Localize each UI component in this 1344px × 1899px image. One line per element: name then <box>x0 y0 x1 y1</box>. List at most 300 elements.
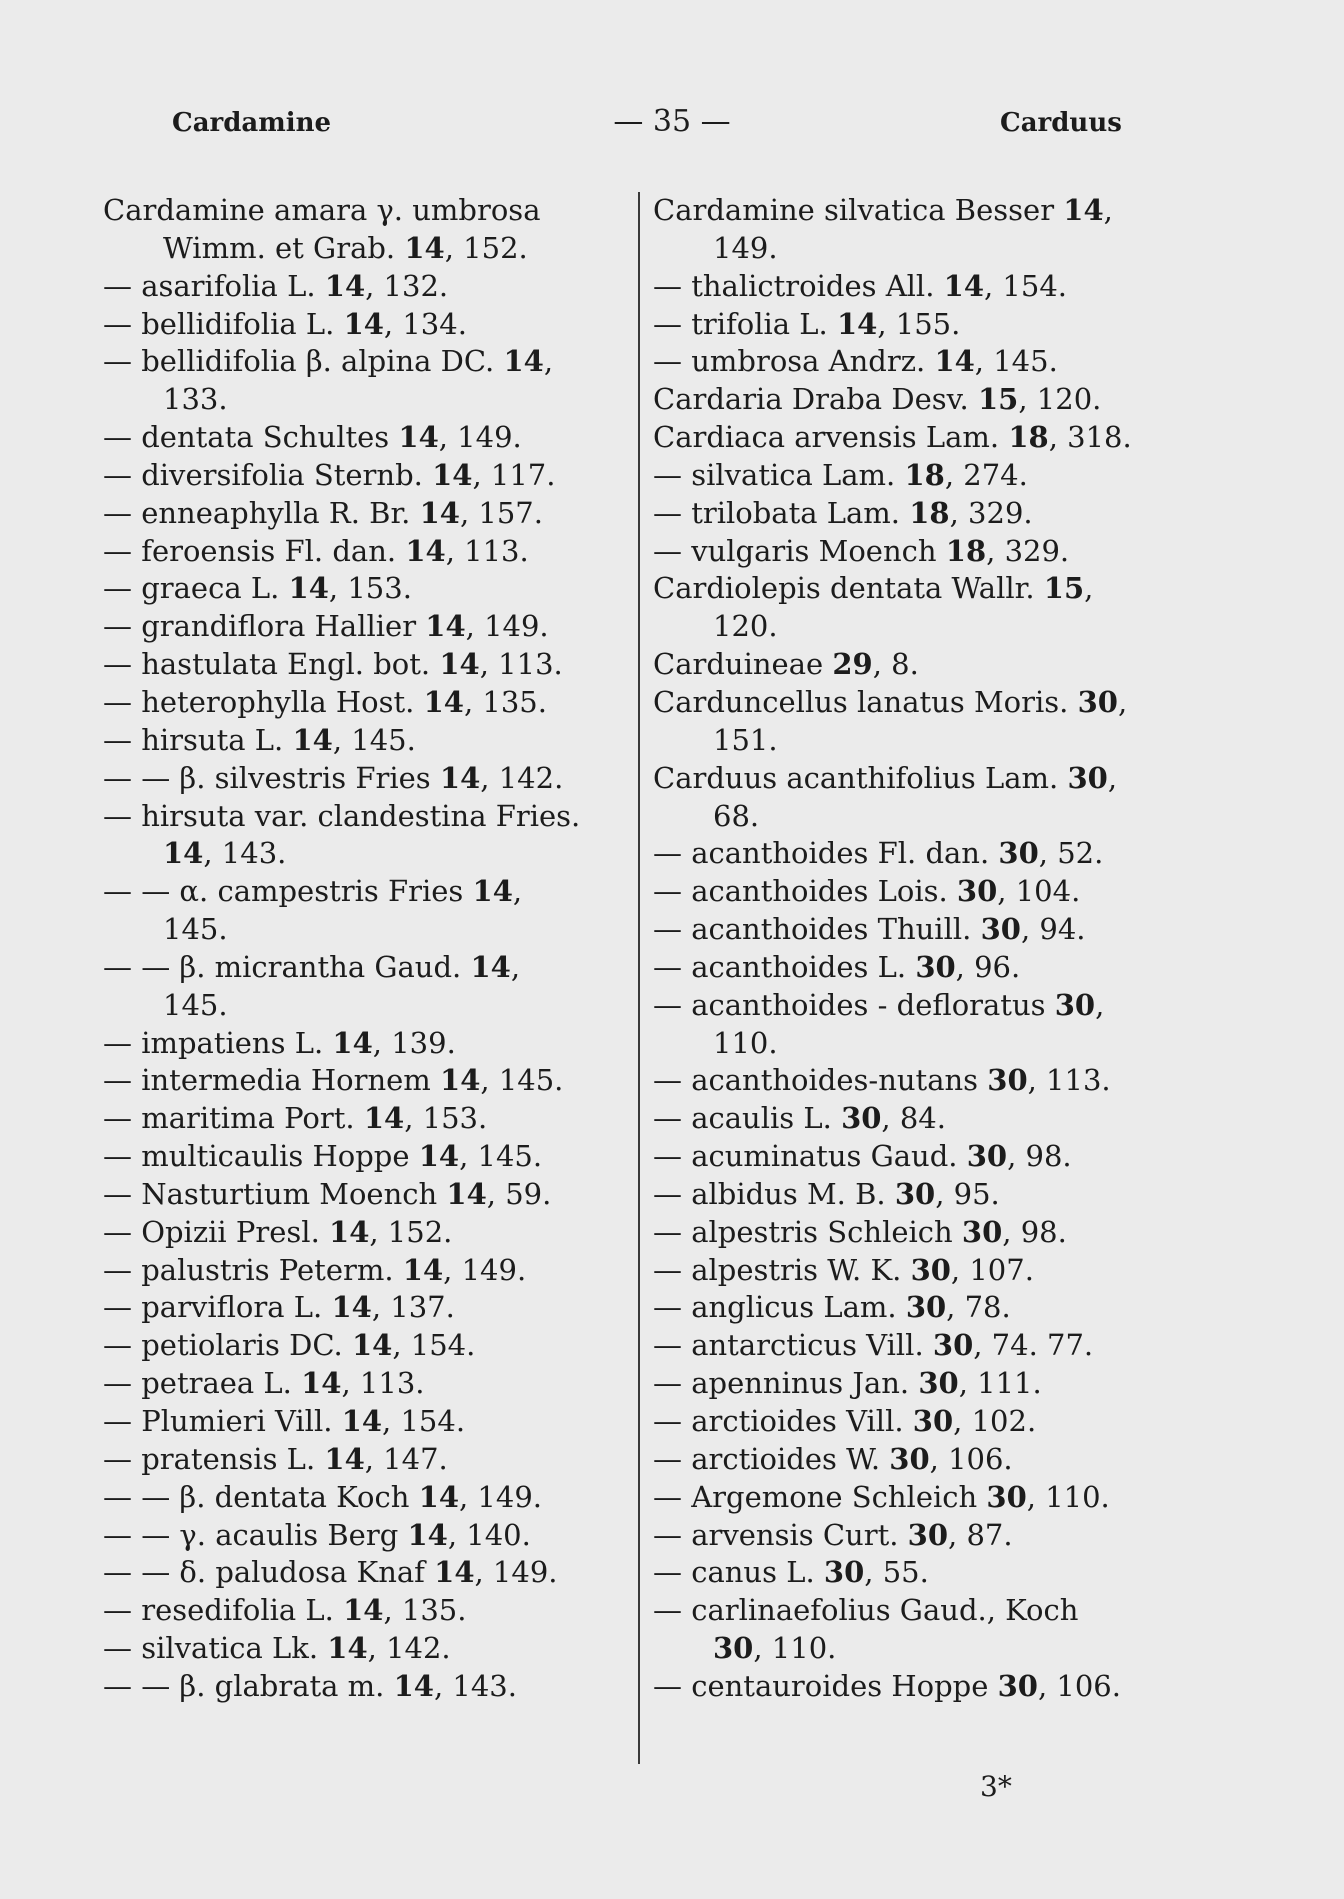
page-ref: , 143. <box>203 836 287 871</box>
index-entry <box>103 1403 628 1441</box>
entry-text: — silvatica Lk. <box>103 1631 328 1666</box>
entry-text: Cardaria Draba Desv. <box>653 382 978 417</box>
page-ref: , 154. <box>382 1404 466 1438</box>
index-entry <box>653 1289 1183 1327</box>
entry-text: — graeca L. <box>103 571 289 606</box>
entry-text: 133. <box>163 382 228 417</box>
page-ref: , <box>1095 987 1105 1022</box>
index-entry <box>103 1176 628 1214</box>
index-entry <box>653 1630 1183 1668</box>
volume-number: 30 <box>932 1328 974 1363</box>
volume-number: 14 <box>329 1214 370 1249</box>
entry-text: — multicaulis Hoppe <box>103 1139 419 1174</box>
page-ref: , 134. <box>383 306 467 341</box>
entry-text: — Argemone Schleich <box>653 1479 987 1514</box>
entry-text: 120. <box>713 609 778 644</box>
header-left-keyword: Cardamine <box>172 108 332 138</box>
entry-text: — acanthoides Thuill. <box>653 912 981 947</box>
volume-number: 30 <box>918 1366 959 1401</box>
index-entry <box>653 760 1183 798</box>
volume-number: 14 <box>943 268 984 303</box>
volume-number: 14 <box>446 1176 487 1211</box>
entry-text: — maritima Port. <box>103 1101 364 1136</box>
entry-text: Carduus acanthifolius Lam. <box>653 760 1068 795</box>
page-ref: , 154. <box>392 1328 476 1363</box>
page-ref: , 106. <box>1037 1668 1121 1703</box>
page-ref: , <box>1084 571 1094 606</box>
page-ref: , 117. <box>472 457 556 492</box>
volume-number: 30 <box>1054 987 1096 1022</box>
volume-number: 30 <box>915 949 956 984</box>
volume-number: 14 <box>292 722 333 757</box>
entry-text: — acuminatus Gaud. <box>653 1139 967 1174</box>
entry-text: — — β. micrantha Gaud. <box>103 949 471 984</box>
index-entry <box>103 306 628 344</box>
page-ref: , 145. <box>459 1139 543 1174</box>
page-ref: , 145. <box>480 1063 564 1098</box>
volume-number: 30 <box>986 1479 1027 1514</box>
volume-number: 18 <box>904 457 945 492</box>
volume-number: 14 <box>418 1139 460 1174</box>
index-entry <box>653 684 1183 722</box>
page-ref: , 329. <box>986 533 1070 568</box>
entry-text: Cardamine amara γ. umbrosa <box>103 193 541 227</box>
page-ref: , 145. <box>974 344 1058 379</box>
header-right-keyword: Carduus <box>1000 108 1122 138</box>
volume-number: 14 <box>332 1025 373 1060</box>
entry-text: — palustris Peterm. <box>103 1252 403 1287</box>
volume-number: 30 <box>889 1441 930 1476</box>
index-entry <box>653 419 1183 457</box>
entry-text: — Nasturtium Moench <box>103 1176 447 1211</box>
page-ref: , 140. <box>447 1517 531 1552</box>
entry-text: — Opizii Presl. <box>103 1214 330 1249</box>
entry-text: — — β. silvestris Fries <box>103 760 440 795</box>
volume-number: 14 <box>327 1631 368 1666</box>
entry-text: — pratensis L. <box>103 1441 325 1476</box>
index-column-right <box>653 192 1183 1706</box>
page-ref: , 318. <box>1048 420 1132 455</box>
entry-text: — — γ. acaulis Berg <box>103 1517 408 1552</box>
volume-number: 30 <box>823 1555 865 1590</box>
index-entry <box>653 1479 1183 1517</box>
entry-text: Cardamine silvatica Besser <box>653 193 1064 227</box>
page-ref: , 149. <box>474 1555 558 1590</box>
entry-text: 145. <box>163 912 228 947</box>
entry-text: — umbrosa Andrz. <box>653 344 935 379</box>
entry-text: — vulgaris Moench <box>653 533 946 568</box>
volume-number: 14 <box>393 1668 434 1703</box>
index-entry <box>653 192 1183 230</box>
page-ref: , 111. <box>958 1366 1042 1401</box>
index-entry <box>103 1668 628 1706</box>
entry-text: 68. <box>713 798 760 833</box>
entry-text: — heterophylla Host. <box>103 684 424 719</box>
index-entry <box>103 268 628 306</box>
volume-number: 30 <box>1067 760 1108 795</box>
page-ref: , 147. <box>364 1441 448 1476</box>
index-entry <box>653 1062 1183 1100</box>
page-ref: , 59. <box>486 1176 552 1211</box>
page-ref: , 98. <box>1007 1139 1072 1174</box>
index-entry <box>103 949 628 987</box>
page-ref: , 149. <box>459 1479 543 1514</box>
page-ref: , 154. <box>984 268 1068 303</box>
volume-number: 30 <box>907 1517 949 1552</box>
index-entry <box>653 306 1183 344</box>
index-entry <box>103 798 628 836</box>
entry-text: — dentata Schultes <box>103 420 399 455</box>
page-ref: , 110. <box>1026 1479 1110 1514</box>
page-ref: , 139. <box>372 1025 456 1060</box>
entry-text: — Plumieri Vill. <box>103 1404 342 1438</box>
index-entry <box>653 570 1183 608</box>
volume-number: 14 <box>934 344 975 379</box>
index-entry <box>103 419 628 457</box>
entry-text: — bellidifolia L. <box>103 306 344 341</box>
page-ref: , 113. <box>445 533 529 568</box>
page-number: — 35 — <box>613 104 731 139</box>
index-entry <box>653 533 1183 571</box>
index-entry <box>103 835 628 873</box>
page-ref: , 104. <box>997 874 1081 909</box>
entry-text: Cardiaca arvensis Lam. <box>653 420 1009 455</box>
index-entry <box>653 343 1183 381</box>
page-ref: , 152. <box>369 1214 453 1249</box>
volume-number: 18 <box>1008 420 1049 455</box>
index-entry <box>653 1176 1183 1214</box>
page-ref: , 135. <box>463 684 547 719</box>
volume-number: 14 <box>439 760 481 795</box>
entry-text: — resedifolia L. <box>103 1593 344 1628</box>
volume-number: 30 <box>980 912 1021 947</box>
running-header <box>0 104 1344 148</box>
entry-text: Wimm. et Grab. <box>163 230 405 265</box>
index-entry <box>103 192 628 230</box>
index-entry <box>653 911 1183 949</box>
entry-text: — alpestris W. K. <box>653 1252 911 1287</box>
volume-number: 30 <box>841 1101 882 1136</box>
index-entry <box>103 1062 628 1100</box>
index-entry <box>103 1479 628 1517</box>
volume-number: 15 <box>978 382 1019 417</box>
entry-text: — feroensis Fl. dan. <box>103 533 406 568</box>
index-entry <box>653 1025 1183 1063</box>
index-entry <box>103 570 628 608</box>
page-ref: , 145. <box>332 722 416 757</box>
entry-text: — arctioides Vill. <box>653 1404 913 1438</box>
volume-number: 14 <box>439 647 480 682</box>
page-ref: , <box>1117 684 1128 719</box>
page-ref: , 107. <box>950 1252 1034 1287</box>
volume-number: 30 <box>956 874 998 909</box>
page-ref: , 149. <box>443 1252 527 1287</box>
index-entry <box>103 987 628 1025</box>
page-ref: , 96. <box>955 949 1021 984</box>
page-ref: , 95. <box>935 1176 1000 1211</box>
volume-number: 30 <box>894 1176 936 1211</box>
page-ref: , 55. <box>864 1555 929 1590</box>
entry-text: — thalictroides All. <box>653 268 944 303</box>
volume-number: 29 <box>832 647 873 682</box>
index-entry <box>653 1214 1183 1252</box>
page-ref: , 152. <box>444 230 528 265</box>
page-ref: , 142. <box>367 1631 451 1666</box>
entry-text: — — δ. paludosa Knaf <box>103 1555 435 1590</box>
index-entry <box>653 1252 1183 1290</box>
entry-text: — anglicus Lam. <box>653 1290 906 1325</box>
entry-text: — hastulata Engl. bot. <box>103 647 440 682</box>
volume-number: 14 <box>419 495 460 530</box>
entry-text: — intermedia Hornem <box>103 1063 441 1098</box>
volume-number: 14 <box>398 420 439 455</box>
entry-text: Carduncellus lanatus Moris. <box>653 684 1078 719</box>
entry-text: — alpestris Schleich <box>653 1214 962 1249</box>
entry-text: Carduineae <box>653 647 833 682</box>
page-ref: , 78. <box>946 1290 1011 1325</box>
index-entry <box>653 835 1183 873</box>
entry-text: — petraea L. <box>103 1366 302 1401</box>
volume-number: 14 <box>434 1555 475 1590</box>
entry-text: 149. <box>713 230 778 265</box>
index-entry <box>103 1365 628 1403</box>
index-entry <box>103 1327 628 1365</box>
page-ref: , 149. <box>438 420 522 455</box>
page-ref: , 102. <box>953 1404 1037 1438</box>
entry-text: — antarcticus Vill. <box>653 1328 933 1363</box>
entry-text: 151. <box>713 722 778 757</box>
index-entry <box>103 1100 628 1138</box>
entry-text: — acanthoides-nutans <box>653 1063 988 1098</box>
index-entry <box>103 1517 628 1555</box>
volume-number: 30 <box>912 1404 954 1438</box>
page-ref: , 153. <box>404 1101 488 1136</box>
entry-text: — bellidifolia β. alpina DC. <box>103 344 504 379</box>
entry-text: — asarifolia L. <box>103 268 325 303</box>
entry-text: — arvensis Curt. <box>653 1517 908 1552</box>
index-entry <box>653 1441 1183 1479</box>
volume-number: 14 <box>363 1101 405 1136</box>
page-ref: , 157. <box>459 495 543 530</box>
entry-text: — acanthoides - defloratus <box>653 987 1055 1022</box>
page-ref: , 155. <box>877 306 961 341</box>
volume-number: 30 <box>966 1139 1008 1174</box>
entry-text: — trilobata Lam. <box>653 495 910 530</box>
volume-number: 14 <box>343 1593 384 1628</box>
volume-number: 14 <box>163 836 204 871</box>
page-ref: , 120. <box>1018 382 1102 417</box>
page-ref: , 143. <box>433 1668 517 1703</box>
index-entry <box>653 987 1183 1025</box>
index-entry <box>103 760 628 798</box>
page-ref: , 110. <box>753 1631 837 1666</box>
index-entry <box>653 646 1183 684</box>
entry-text: — impatiens L. <box>103 1025 333 1060</box>
index-entry <box>653 1554 1183 1592</box>
index-entry <box>103 1554 628 1592</box>
volume-number: 14 <box>836 306 878 341</box>
index-entry <box>103 722 628 760</box>
index-entry <box>103 1025 628 1063</box>
volume-number: 18 <box>909 495 950 530</box>
index-entry <box>653 1517 1183 1555</box>
volume-number: 14 <box>432 457 473 492</box>
volume-number: 14 <box>470 949 511 984</box>
entry-text: — centauroides Hoppe <box>653 1668 998 1703</box>
index-entry <box>103 1441 628 1479</box>
entry-text: — acanthoides L. <box>653 949 916 984</box>
index-entry <box>103 381 628 419</box>
index-entry <box>653 1668 1183 1706</box>
index-entry <box>103 684 628 722</box>
index-entry <box>103 1289 628 1327</box>
volume-number: 30 <box>905 1290 947 1325</box>
volume-number: 14 <box>405 533 446 568</box>
page-ref: , <box>1103 193 1113 227</box>
volume-number: 14 <box>324 268 366 303</box>
entry-text: — enneaphylla R. Br. <box>103 495 420 530</box>
page-ref: , 142. <box>480 760 564 795</box>
page-ref: , 106. <box>929 1441 1013 1476</box>
page-ref: , 274. <box>944 457 1028 492</box>
index-entry <box>653 949 1183 987</box>
page-ref: , 153. <box>328 571 412 606</box>
entry-text: — arctioides W. <box>653 1441 890 1476</box>
page-ref: , 84. <box>881 1101 946 1136</box>
page-ref: , 52. <box>1038 836 1104 871</box>
entry-text: — — β. dentata Koch <box>103 1479 419 1514</box>
index-entry <box>653 381 1183 419</box>
volume-number: 30 <box>910 1252 951 1287</box>
index-entry <box>653 1365 1183 1403</box>
index-entry <box>653 495 1183 533</box>
volume-number: 14 <box>404 230 445 265</box>
page-ref: , 98. <box>1002 1214 1067 1249</box>
page-ref: , <box>543 344 554 379</box>
entry-text: — hirsuta L. <box>103 722 293 757</box>
entry-text: Cardiolepis dentata Wallr. <box>653 571 1044 606</box>
entry-text: — trifolia L. <box>653 306 837 341</box>
volume-number: 14 <box>472 874 513 909</box>
entry-text: — parviflora L. <box>103 1290 332 1325</box>
volume-number: 14 <box>440 1063 481 1098</box>
entry-text: — carlinaefolius Gaud., Koch <box>653 1593 1079 1628</box>
entry-text: — acanthoides Lois. <box>653 874 957 909</box>
entry-text: — acaulis L. <box>653 1101 842 1136</box>
page-ref: , 113. <box>341 1366 425 1401</box>
entry-text: — grandiflora Hallier <box>103 609 426 644</box>
page-ref: , 74. 77. <box>973 1328 1094 1363</box>
index-entry <box>653 873 1183 911</box>
index-entry <box>653 1138 1183 1176</box>
page-ref: , <box>512 874 523 909</box>
page-ref: , 135. <box>383 1593 467 1628</box>
volume-number: 14 <box>423 684 464 719</box>
signature-mark: 3* <box>980 1770 1012 1803</box>
index-entry <box>103 1138 628 1176</box>
entry-text: — petiolaris DC. <box>103 1328 352 1363</box>
page-ref: , 132. <box>365 268 449 303</box>
volume-number: 30 <box>998 836 1039 871</box>
index-entry <box>653 230 1183 268</box>
entry-text: — albidus M. B. <box>653 1176 895 1211</box>
index-entry <box>103 533 628 571</box>
index-column-left <box>103 192 628 1706</box>
volume-number: 14 <box>288 571 329 606</box>
index-entry <box>103 911 628 949</box>
index-entry <box>653 268 1183 306</box>
volume-number: 14 <box>324 1441 365 1476</box>
page-ref: , <box>1107 760 1118 795</box>
volume-number: 14 <box>407 1517 448 1552</box>
page-ref: , 94. <box>1020 912 1086 947</box>
entry-text: — — β. glabrata m. <box>103 1668 394 1703</box>
entry-text: — acanthoides Fl. dan. <box>653 836 999 871</box>
page-ref: , <box>510 949 521 984</box>
volume-number: 30 <box>997 1668 1038 1703</box>
index-entry <box>103 230 628 268</box>
volume-number: 30 <box>987 1063 1028 1098</box>
index-entry <box>103 873 628 911</box>
index-entry <box>103 343 628 381</box>
volume-number: 14 <box>1063 193 1104 227</box>
volume-number: 18 <box>945 533 987 568</box>
page-ref: , 149. <box>465 609 549 644</box>
volume-number: 15 <box>1043 571 1085 606</box>
index-entry <box>653 1592 1183 1630</box>
page-ref: , 329. <box>949 495 1033 530</box>
index-entry <box>103 646 628 684</box>
volume-number: 14 <box>301 1366 342 1401</box>
volume-number: 14 <box>341 1404 383 1438</box>
entry-text: — diversifolia Sternb. <box>103 457 433 492</box>
entry-text: — silvatica Lam. <box>653 457 905 492</box>
page-ref: , 87. <box>948 1517 1013 1552</box>
page-ref: , 113. <box>1027 1063 1111 1098</box>
entry-text: — apenninus Jan. <box>653 1366 919 1401</box>
index-entry <box>103 495 628 533</box>
index-entry <box>653 1403 1183 1441</box>
page-ref: , 8. <box>872 647 919 682</box>
volume-number: 14 <box>418 1479 459 1514</box>
index-entry <box>103 1630 628 1668</box>
entry-text: — — α. campestris Fries <box>103 874 473 909</box>
volume-number: 30 <box>1077 684 1118 719</box>
index-entry <box>103 1252 628 1290</box>
volume-number: 30 <box>713 1631 754 1666</box>
volume-number: 30 <box>961 1214 1003 1249</box>
index-entry <box>653 1100 1183 1138</box>
volume-number: 14 <box>331 1290 372 1325</box>
volume-number: 14 <box>425 609 466 644</box>
entry-text: — canus L. <box>653 1555 824 1590</box>
volume-number: 14 <box>503 344 544 379</box>
column-divider <box>638 192 640 1764</box>
index-entry <box>653 457 1183 495</box>
index-entry <box>653 1327 1183 1365</box>
entry-text: 145. <box>163 987 228 1022</box>
volume-number: 14 <box>343 306 384 341</box>
volume-number: 14 <box>351 1328 393 1363</box>
volume-number: 14 <box>402 1252 444 1287</box>
page-ref: , 137. <box>371 1290 455 1325</box>
index-entry <box>103 1592 628 1630</box>
index-entry <box>653 722 1183 760</box>
index-entry <box>103 608 628 646</box>
index-entry <box>103 457 628 495</box>
index-entry <box>653 798 1183 836</box>
entry-text: — hirsuta var. clandestina Fries. <box>103 798 581 833</box>
